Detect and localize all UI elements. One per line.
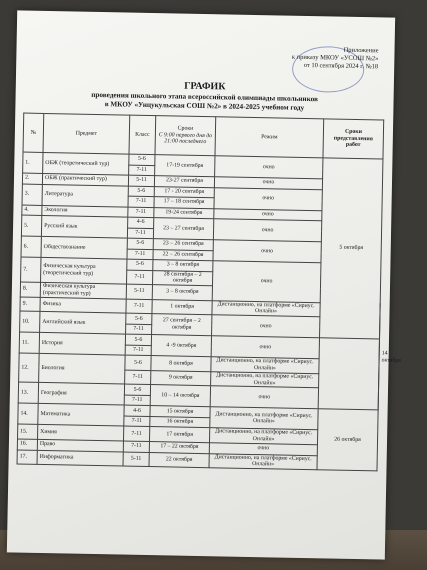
- row-mode: Дистанционно, на платформе «Сириус. Онлайн»: [212, 300, 320, 317]
- row-grade: 7-11: [123, 427, 149, 442]
- document-title: [35, 78, 374, 114]
- row-dates: 22 октября: [149, 452, 209, 468]
- deadline-cell: 14 октября: [378, 304, 380, 411]
- row-num: 13.: [18, 382, 38, 403]
- document-sheet: [7, 10, 401, 559]
- row-mode: очно: [213, 219, 321, 242]
- row-subject: Обществознание: [41, 236, 127, 259]
- row-subject: ОБЖ (практический тур): [42, 173, 128, 185]
- row-dates: 4 -9 октября: [151, 335, 211, 357]
- row-dates: 17 – 22 октября: [149, 442, 209, 454]
- row-subject: Право: [37, 439, 123, 451]
- header-subject: Предмет: [43, 113, 130, 154]
- row-grade: 7-11: [124, 416, 150, 427]
- row-subject: География: [38, 383, 124, 406]
- row-grade: 5-11: [126, 284, 152, 299]
- row-subject: ОБЖ (теоретический тур): [43, 152, 129, 175]
- row-num: 8.: [20, 282, 40, 297]
- header-grade: Класс: [129, 115, 156, 154]
- row-grade: 4-6: [128, 217, 154, 228]
- row-dates: 10 – 14 октября: [150, 385, 210, 407]
- row-num: 14.: [18, 403, 38, 424]
- row-mode: очно: [212, 315, 320, 338]
- deadline-cell: 5 октября: [320, 158, 383, 339]
- row-subject: Литература: [42, 184, 128, 207]
- row-subject: Экология: [42, 205, 128, 217]
- row-grade: 7-11: [124, 395, 150, 406]
- row-num: 6.: [21, 236, 41, 257]
- appendix-note: [248, 45, 378, 71]
- row-dates: 19-24 сентября: [154, 207, 214, 219]
- row-subject: Английский язык: [40, 312, 126, 335]
- row-grade: 5-6: [125, 334, 151, 345]
- title-line-2: проведения школьного этапа всероссийской олимпиады школьников: [91, 90, 319, 104]
- row-dates: 8 октября: [151, 356, 211, 372]
- row-subject: Русский язык: [41, 215, 127, 238]
- row-grade: 7-11: [123, 441, 149, 452]
- header-dates-note: С 9:00 первого дня до 21:00 последнего: [158, 131, 213, 146]
- row-subject: Физическая культура (теоретический тур): [41, 257, 127, 284]
- row-subject: Физическая культура (практический тур): [40, 283, 126, 299]
- row-dates: 23-27 сентября: [154, 176, 214, 188]
- row-grade: 5-6: [125, 355, 151, 370]
- row-dates: 3 – 8 октября: [153, 260, 213, 272]
- row-mode: очно: [214, 177, 322, 190]
- row-mode: очно: [214, 208, 322, 221]
- row-dates: 23 – 26 сентября: [153, 239, 213, 251]
- row-grade: 7-11: [125, 370, 151, 385]
- row-mode: очно: [214, 187, 322, 210]
- row-dates: 3 – 8 октября: [152, 285, 212, 301]
- appendix-line-1: Приложение: [343, 46, 379, 55]
- row-grade: 7-11: [125, 345, 151, 356]
- row-dates: 22 – 26 сентября: [153, 249, 213, 261]
- row-num: 11.: [19, 332, 39, 353]
- header-mode: Режим: [215, 117, 324, 158]
- row-grade: 5-6: [129, 154, 155, 165]
- header-dates-title: Сроки: [177, 125, 194, 132]
- header-num: №: [23, 113, 44, 152]
- row-dates: 28 сентября – 2 октября: [152, 270, 212, 286]
- appendix-line-2: к приказу МКОУ «УСОШ №2»: [291, 53, 379, 63]
- row-subject: Математика: [38, 404, 124, 427]
- row-grade: 5-6: [126, 313, 152, 324]
- row-grade: 7-11: [126, 299, 152, 314]
- row-grade: 4-6: [124, 406, 150, 417]
- row-num: 16.: [17, 439, 37, 450]
- row-mode: очно: [211, 336, 319, 359]
- row-num: 7.: [21, 257, 41, 282]
- row-grade: 5-6: [124, 385, 150, 396]
- title-main: ГРАФИК: [184, 80, 226, 93]
- row-mode: очно: [213, 240, 321, 263]
- row-num: 10.: [20, 311, 40, 332]
- row-dates: 23 – 27 сентября: [153, 218, 213, 240]
- row-mode: очно: [209, 443, 317, 456]
- row-dates: 16 октября: [150, 417, 210, 429]
- row-grade: 5-6: [127, 238, 153, 249]
- row-num: 5.: [21, 215, 41, 236]
- header-deadline: Сроки представления работ: [323, 119, 384, 159]
- title-line-3: в МКОУ «Унцукульская СОШ №2» в 2024-2025 учебном году: [104, 100, 305, 112]
- row-grade: 7-11: [126, 324, 152, 335]
- row-subject: Химия: [38, 425, 124, 441]
- row-num: 17.: [17, 450, 37, 465]
- row-mode: Дистанционно, на платформе «Сириус. Онлайн»: [209, 428, 317, 445]
- row-dates: 15 октября: [150, 406, 210, 418]
- row-num: 12.: [19, 353, 40, 383]
- row-num: 4.: [22, 205, 42, 216]
- row-grade: 5-6: [127, 259, 153, 270]
- row-grade: 5-11: [123, 452, 149, 467]
- row-grade: 5-6: [128, 186, 154, 197]
- row-mode: Дистанционно, на платформе «Сириус. Онлайн»: [210, 407, 318, 430]
- row-dates: 9 октября: [151, 370, 211, 386]
- row-num: 9.: [20, 297, 40, 312]
- row-mode: очно: [212, 261, 321, 303]
- row-num: 3.: [22, 184, 42, 205]
- row-num: 2.: [22, 173, 42, 184]
- row-dates: 17 октября: [149, 427, 209, 443]
- row-grade: 7-11: [129, 165, 155, 176]
- row-num: 15.: [18, 424, 38, 439]
- row-dates: 27 сентября – 2 октября: [152, 314, 212, 336]
- row-grade: 7-11: [127, 270, 153, 285]
- appendix-line-3: от 10 сентября 2024 г. №18: [303, 61, 379, 71]
- schedule-table: [17, 113, 401, 472]
- table-header-row: [23, 113, 384, 159]
- row-num: 1.: [23, 152, 43, 173]
- table-row: [18, 382, 378, 399]
- row-grade: 7-11: [127, 228, 153, 239]
- row-mode: Дистанционно, на платформе «Сириус. Онлайн»: [211, 357, 319, 374]
- row-mode: Дистанционно, на платформе «Сириус. Онлайн»: [209, 453, 317, 470]
- row-dates: 17-19 сентября: [155, 155, 215, 177]
- row-grade: 7-11: [128, 196, 154, 207]
- row-grade: 7-11: [127, 249, 153, 260]
- row-mode: очно: [215, 156, 323, 179]
- row-subject: Информатика: [37, 450, 123, 466]
- row-dates: 1 октября: [152, 299, 212, 315]
- row-subject: История: [39, 333, 125, 356]
- row-subject: Физика: [40, 297, 126, 313]
- row-grade: 7-11: [128, 207, 154, 218]
- row-subject: Биология: [39, 354, 126, 385]
- row-dates: 17 – 18 сентября: [154, 197, 214, 209]
- row-mode: Дистанционно, на платформе «Сириус. Онлайн»: [211, 372, 319, 389]
- row-grade: 5-11: [128, 175, 154, 186]
- header-dates: [155, 116, 216, 156]
- row-mode: очно: [210, 386, 318, 409]
- row-dates: 17 - 20 сентября: [154, 186, 214, 198]
- deadline-cell: 26 октября: [317, 409, 378, 471]
